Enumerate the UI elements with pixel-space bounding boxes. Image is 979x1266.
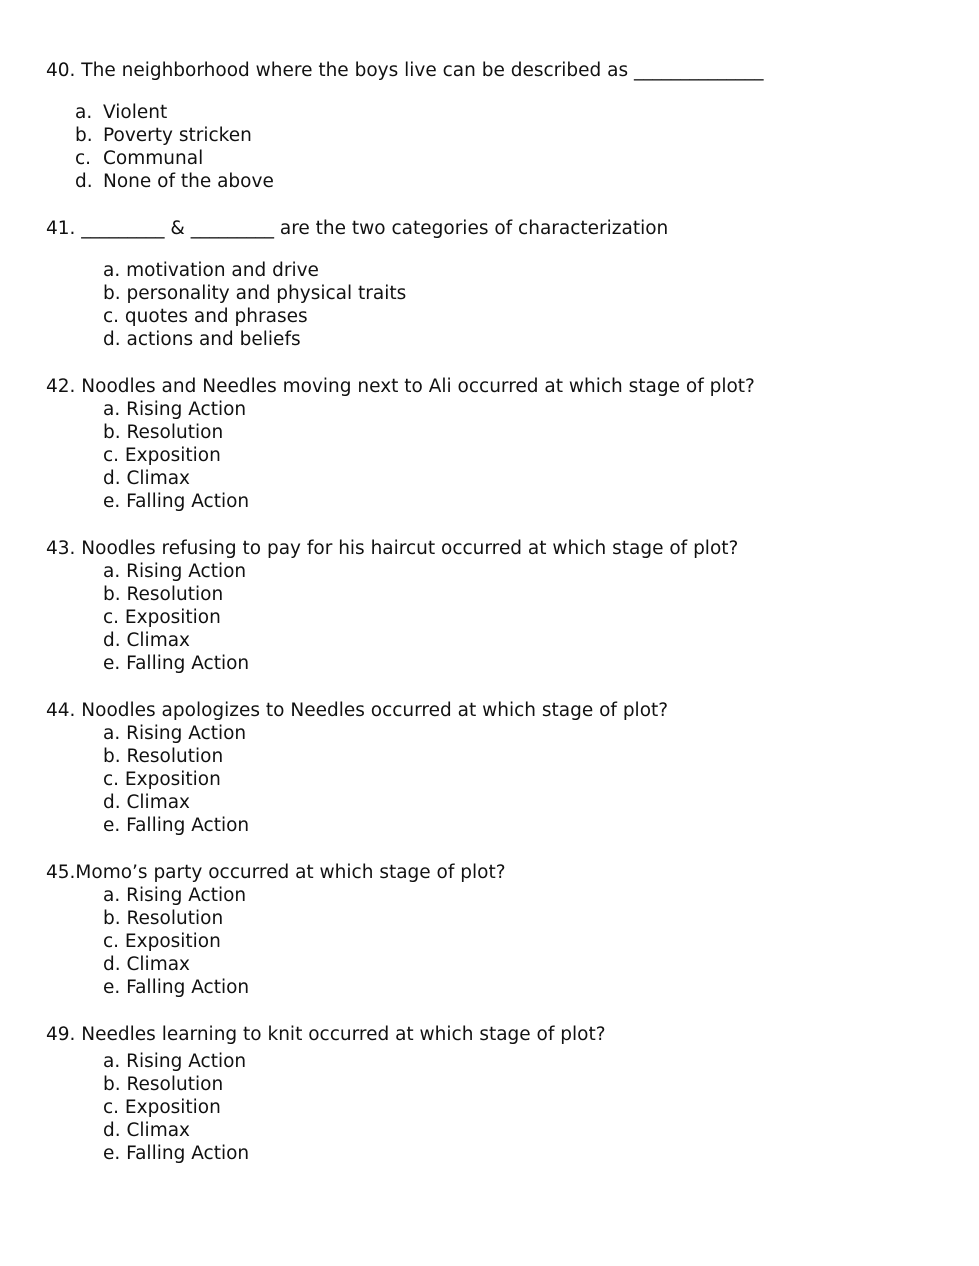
question-49-option-d: d. Climax — [103, 1120, 191, 1141]
question-49-prompt: 49. Needles learning to knit occurred at which stage of plot? — [46, 1024, 606, 1045]
question-41-option-c: c. quotes and phrases — [103, 306, 308, 327]
option-marker: a. — [75, 102, 93, 123]
option-marker: b. — [75, 125, 93, 146]
question-42-option-b: b. Resolution — [103, 422, 224, 443]
question-41-option-b: b. personality and physical traits — [103, 283, 407, 304]
question-42-option-a: a. Rising Action — [103, 399, 247, 420]
question-40-option-c — [75, 147, 203, 170]
question-45-prompt: 45.Momo’s party occurred at which stage of plot? — [46, 862, 506, 883]
question-45-option-e: e. Falling Action — [103, 977, 250, 998]
question-43-option-d: d. Climax — [103, 630, 191, 651]
option-text: Violent — [103, 102, 168, 123]
question-44-option-d: d. Climax — [103, 792, 191, 813]
question-43-option-b: b. Resolution — [103, 584, 224, 605]
question-45-option-d: d. Climax — [103, 954, 191, 975]
question-45-option-b: b. Resolution — [103, 908, 224, 929]
question-45-option-a: a. Rising Action — [103, 885, 247, 906]
option-marker: c. — [75, 148, 92, 169]
question-40-prompt: 40. The neighborhood where the boys live can be described as ______________ — [46, 60, 764, 81]
question-45-option-c: c. Exposition — [103, 931, 221, 952]
question-44-option-b: b. Resolution — [103, 746, 224, 767]
question-44-prompt: 44. Noodles apologizes to Needles occurred at which stage of plot? — [46, 700, 669, 721]
question-42-prompt: 42. Noodles and Needles moving next to Ali occurred at which stage of plot? — [46, 376, 755, 397]
option-text: Communal — [103, 148, 204, 169]
question-42-option-e: e. Falling Action — [103, 491, 250, 512]
question-44-option-e: e. Falling Action — [103, 815, 250, 836]
question-49-option-e: e. Falling Action — [103, 1143, 250, 1164]
question-44-option-a: a. Rising Action — [103, 723, 247, 744]
question-49-option-a: a. Rising Action — [103, 1051, 247, 1072]
option-text: Poverty stricken — [103, 125, 252, 146]
question-40-option-d — [75, 170, 274, 193]
question-43-prompt: 43. Noodles refusing to pay for his haircut occurred at which stage of plot? — [46, 538, 739, 559]
question-49-option-b: b. Resolution — [103, 1074, 224, 1095]
option-marker: d. — [75, 171, 93, 192]
question-49-option-c: c. Exposition — [103, 1097, 221, 1118]
question-43-option-c: c. Exposition — [103, 607, 221, 628]
question-44-option-c: c. Exposition — [103, 769, 221, 790]
question-43-option-a: a. Rising Action — [103, 561, 247, 582]
question-40-option-a — [75, 101, 167, 124]
question-41-option-a: a. motivation and drive — [103, 260, 319, 281]
question-40-option-b — [75, 124, 252, 147]
question-43-option-e: e. Falling Action — [103, 653, 250, 674]
question-42-option-c: c. Exposition — [103, 445, 221, 466]
option-text: None of the above — [103, 171, 274, 192]
question-41-prompt: 41. _________ & _________ are the two categories of characterization — [46, 218, 669, 239]
question-41-option-d: d. actions and beliefs — [103, 329, 301, 350]
question-42-option-d: d. Climax — [103, 468, 191, 489]
